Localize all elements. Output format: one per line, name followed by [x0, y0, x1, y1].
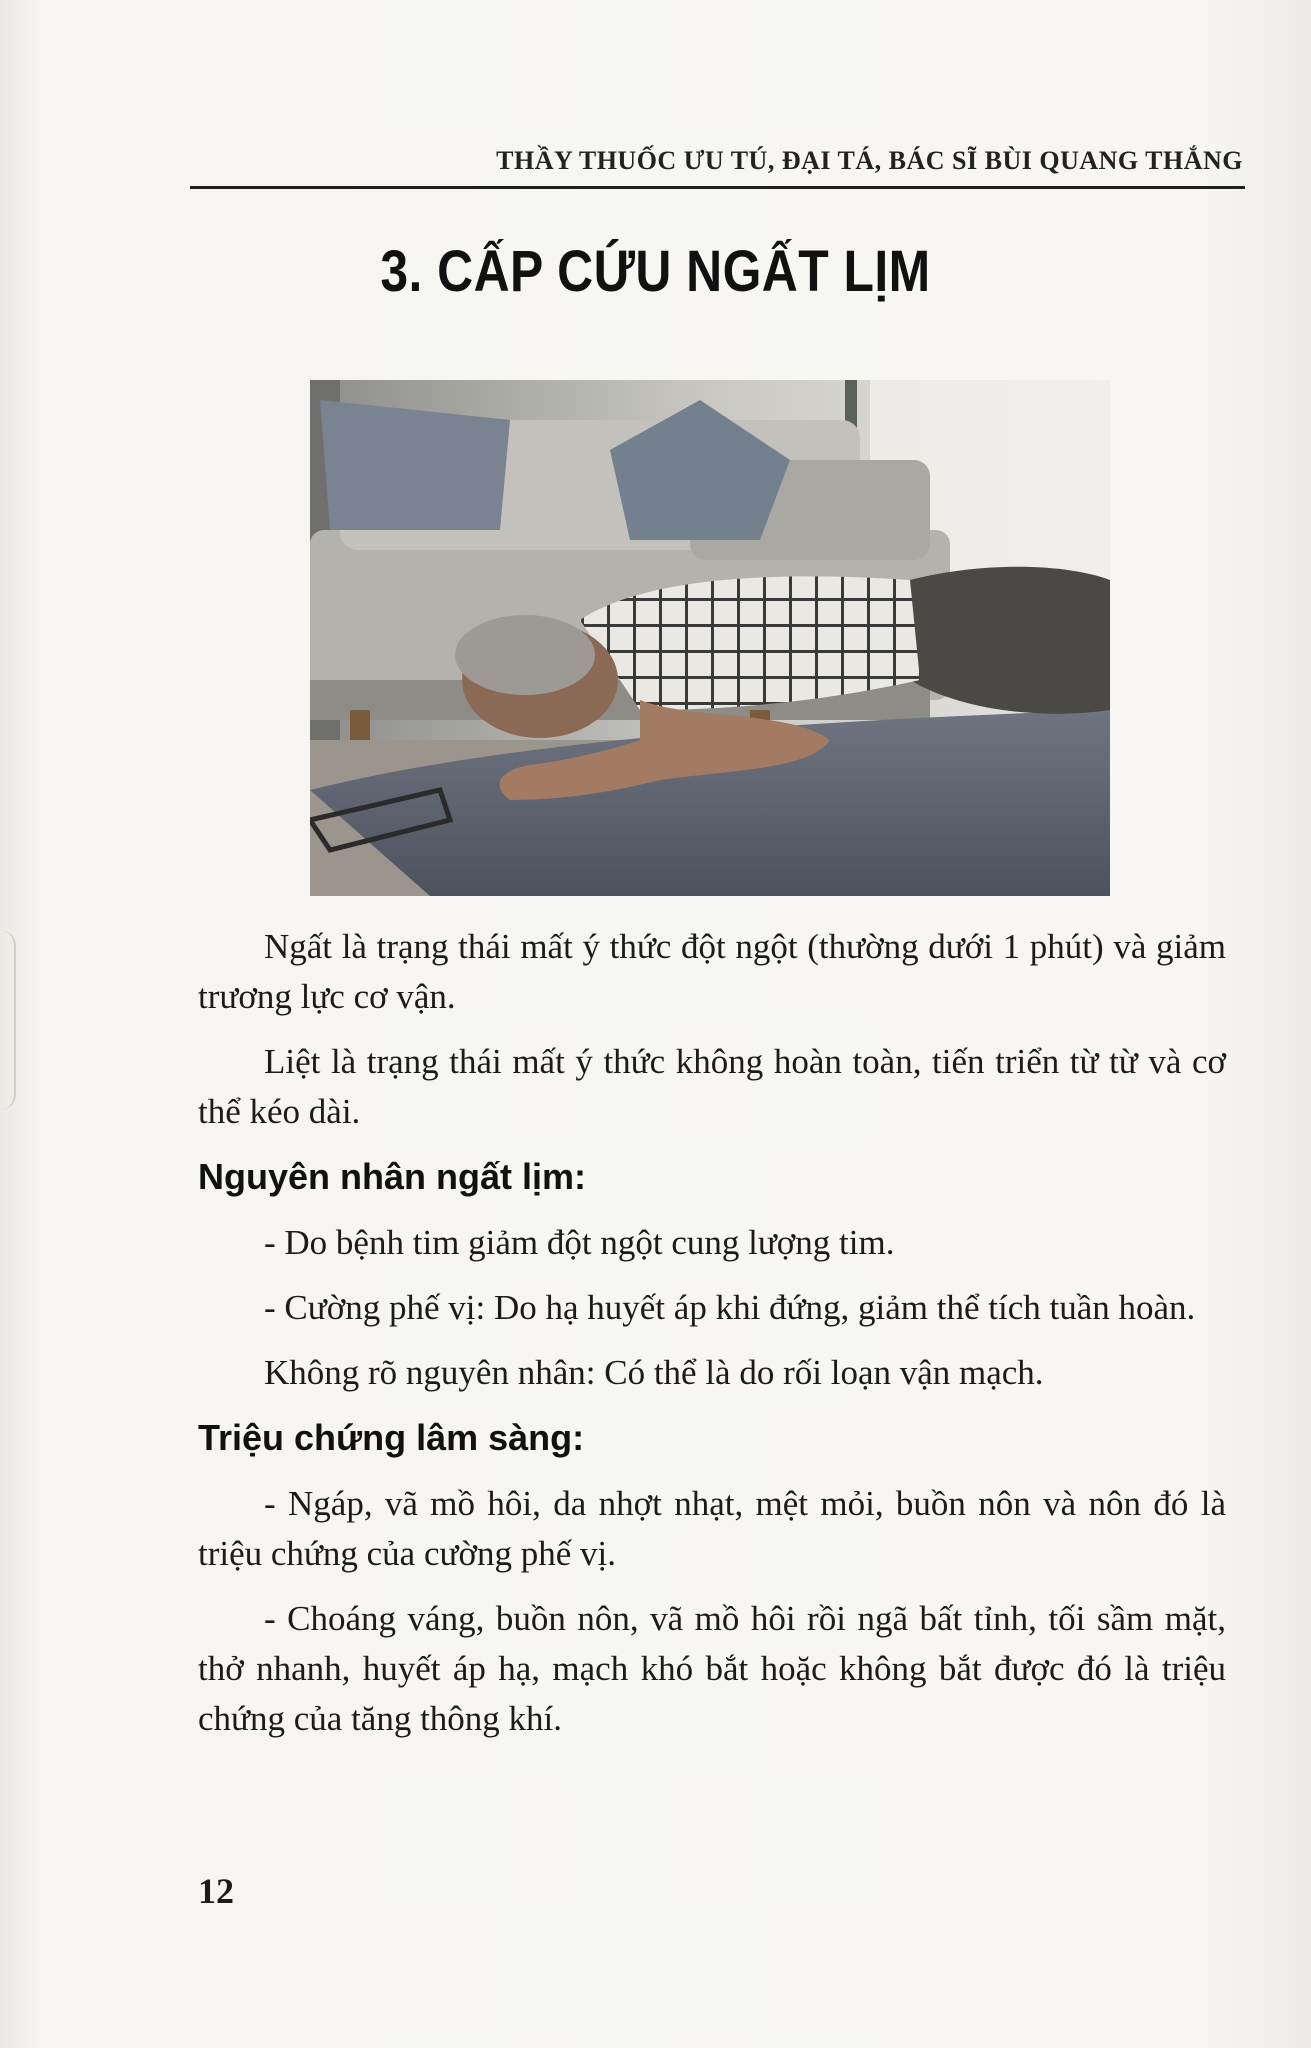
chapter-title: 3. CẤP CỨU NGẤT LỊM [380, 239, 931, 304]
collapsed-person-photo [310, 380, 1110, 896]
list-item: Không rõ nguyên nhân: Có thể là do rối loạn vận mạch. [264, 1353, 1044, 1392]
list-item: - Choáng váng, buồn nôn, vã mồ hôi rồi ngã bất tỉnh, tối sầm mặt, thở nhanh, huyết áp hạ, mạch khó bắt hoặc không bắt được đó là triệu chứng của tăng thông khí. [198, 1599, 1226, 1738]
list-item: - Ngáp, vã mồ hôi, da nhợt nhạt, mệt mỏi, buồn nôn và nôn đó là triệu chứng của cường phế vị. [198, 1484, 1226, 1573]
body-text [198, 922, 1226, 1759]
header-rule [190, 186, 1245, 189]
person-collapsed-on-floor-illustration [310, 380, 1110, 896]
page-number: 12 [198, 1871, 234, 1911]
list-item: - Do bệnh tim giảm đột ngột cung lượng tim. [264, 1223, 895, 1262]
paragraph-lethargy-definition: Liệt là trạng thái mất ý thức không hoàn toàn, tiến triển từ từ và cơ thể kéo dài. [198, 1042, 1226, 1131]
list-item: - Cường phế vị: Do hạ huyết áp khi đứng, giảm thể tích tuần hoàn. [264, 1288, 1196, 1327]
running-header: THẦY THUỐC ƯU TÚ, ĐẠI TÁ, BÁC SĨ BÙI QUANG THẮNG [496, 146, 1243, 175]
heading-symptoms: Triệu chứng lâm sàng: [198, 1417, 585, 1458]
heading-causes: Nguyên nhân ngất lịm: [198, 1156, 587, 1197]
paragraph-fainting-definition: Ngất là trạng thái mất ý thức đột ngột (thường dưới 1 phút) và giảm trương lực cơ vận. [198, 927, 1226, 1016]
page-edge-shadow [0, 930, 16, 1110]
